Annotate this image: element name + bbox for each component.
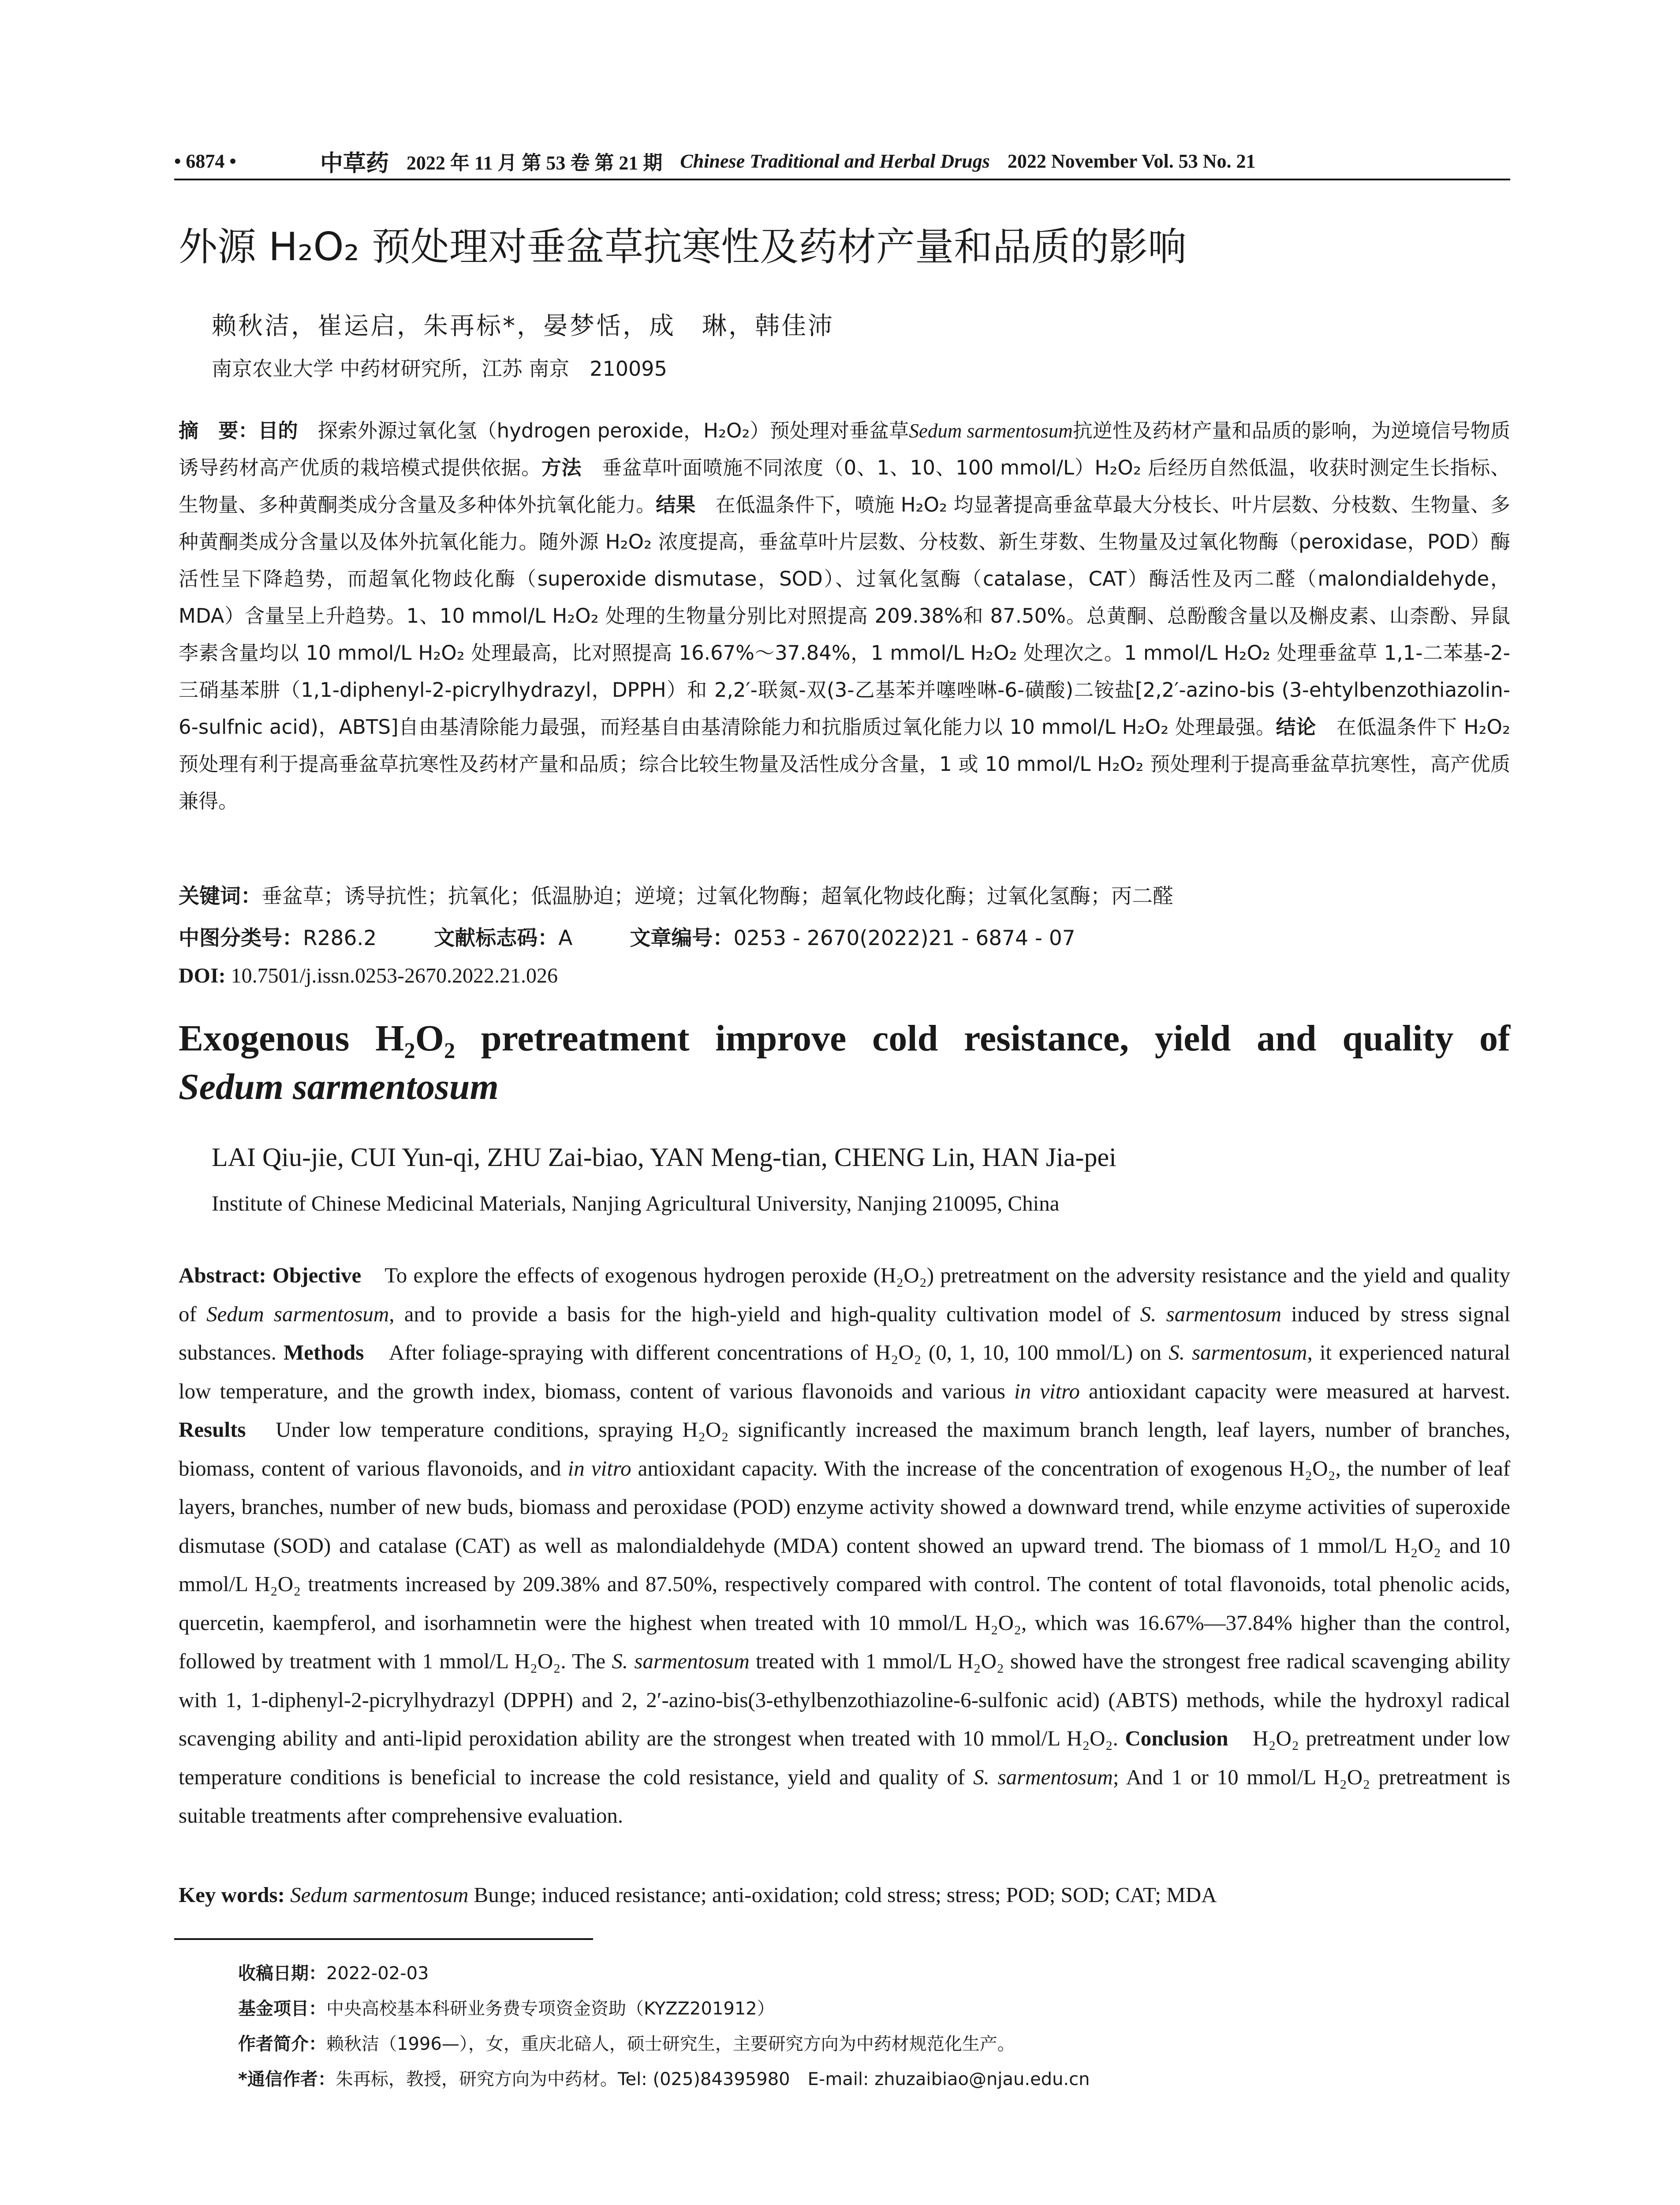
affiliation-cn: 南京农业大学 中药材研究所，江苏 南京 210095 (212, 357, 667, 381)
journal-issue-en: 2022 November Vol. 53 No. 21 (1007, 150, 1256, 172)
objective-cn-a: 探索外源过氧化氢（hydrogen peroxide，H₂O₂）预处理对垂盆草 (298, 419, 909, 442)
keywords-en-text: Bunge; induced resistance; anti-oxidation; cold stress; stress; POD; SOD; CAT; MDA (468, 1883, 1217, 1907)
footnote-author-bio (238, 2026, 1495, 2062)
clc-value: R286.2 (303, 926, 377, 950)
title-en (179, 1014, 1510, 1111)
journal-name-cn: 中草药 (320, 150, 389, 177)
authors-en: LAI Qiu-jie, CUI Yun-qi, ZHU Zai-biao, YAN Meng-tian, CHENG Lin, HAN Jia-pei (212, 1143, 1116, 1172)
methods-cn: 垂盆草叶面喷施不同浓度（0、1、10、100 mmol/L）H₂O₂ 后经历自然低温，收获时测定生长指标、生物量、多种黄酮类成分含量及多种体外抗氧化能力。 (179, 456, 1510, 516)
methods-en-a: After foliage-spraying with different concentrations of H₂O₂ (0, 1, 10, 100 mmol/L) on (364, 1340, 1169, 1364)
results-label-en: Results (179, 1417, 246, 1442)
journal-issue-cn: 2022 年 11 月 第 53 卷 第 21 期 (406, 152, 663, 174)
species-name: S. sarmentosum (1140, 1301, 1281, 1326)
objective-en-a: To explore the effects of exogenous hydrogen peroxide (H₂O₂) pretreatment on the adversity resistance and the yield and quality of (179, 1263, 1510, 1326)
results-en-c: treated with 1 mmol/L H₂O₂ showed have the strongest free radical scavenging ability with 1, 1-diphenyl-2-picrylhydrazyl (DPPH) and 2, 2′-azino-bis(3-ethylbenzothiazoline-6-sulfonic acid) (ABTS) methods, while the hydroxyl radical scavenging ability and anti-lipid peroxidation ability are the strongest when treated with 10 mmol/L H₂O₂. (179, 1649, 1510, 1750)
conclusion-cn: 在低温条件下 H₂O₂ 预处理有利于提高垂盆草抗寒性及药材产量和品质；综合比较生物量及活性成分含量，1 或 10 mmol/L H₂O₂ 预处理利于提高垂盆草抗寒性，高产优质兼得。 (179, 715, 1510, 813)
methods-label-en: Methods (283, 1340, 364, 1364)
keywords-cn (179, 880, 1173, 909)
methods-en-b: , it experienced natural low temperature, and the growth index, biomass, content of various flavonoids and various (179, 1340, 1510, 1403)
in-vitro-term: in vitro (567, 1456, 631, 1480)
results-cn: 在低温条件下，喷施 H₂O₂ 均显著提高垂盆草最大分枝长、叶片层数、分枝数、生物量、多种黄酮类成分含量以及体外抗氧化能力。随外源 H₂O₂ 浓度提高，垂盆草叶片层数、分枝数、新生芽数、生物量及过氧化物酶（peroxidase，POD）酶活性呈下降趋势，而超氧化物歧化酶（superoxide dismutase，SOD）、过氧化氢酶（catalase，CAT）酶活性及丙二醛（malondialdehyde，MDA）含量呈上升趋势。1、10 mmol/L H₂O₂ 处理的生物量分别比对照提高 209.38%和 87.50%。总黄酮、总酚酸含量以及槲皮素、山柰酚、异鼠李素含量均以 10 mmol/L H₂O₂ 处理最高，比对照提高 16.67%～37.84%，1 mmol/L H₂O₂ 处理次之。1 mmol/L H₂O₂ 处理垂盆草 1,1-二苯基-2-三硝基苯肼（1,1-diphenyl-2-picrylhydrazyl，DPPH）和 2,2′-联氮-双(3-乙基苯并噻唑啉-6-磺酸)二铵盐[2,2′-azino-bis (3-ehtylbenzothiazolin-6-sulfnic acid)，ABTS]自由基清除能力最强，而羟基自由基清除能力和抗脂质过氧化能力以 10 mmol/L H₂O₂ 处理最强。 (179, 493, 1510, 739)
in-vitro-term: in vitro (1014, 1379, 1080, 1403)
article-no-value: 0253 - 2670(2022)21 - 6874 - 07 (733, 926, 1075, 950)
journal-name-en: Chinese Traditional and Herbal Drugs (680, 150, 990, 172)
results-label-cn: 结果 (656, 493, 696, 516)
conclusion-label-cn: 结论 (1276, 715, 1316, 739)
clc-label: 中图分类号： (179, 926, 303, 950)
doi-label: DOI: (179, 964, 226, 987)
article-no-label: 文章编号： (630, 926, 734, 950)
objective-label-cn: 目的 (258, 419, 298, 442)
page-number: • 6874 • (174, 150, 236, 172)
footnote-text: 赖秋洁（1996—），女，重庆北碚人，硕士研究生，主要研究方向为中药材规范化生产。 (326, 2034, 1015, 2054)
doi (179, 964, 558, 988)
header-rule (174, 179, 1510, 180)
footnotes (238, 1956, 1495, 2097)
keywords-en (179, 1882, 1510, 1907)
footnote-correspondence (238, 2062, 1495, 2097)
footnote-rule (174, 1938, 593, 1940)
doc-code-value: A (558, 926, 573, 950)
footnote-text: 朱再标，教授，研究方向为中药材。Tel: (025)84395980 E-mail: zhuzaibiao@njau.edu.cn (335, 2069, 1090, 2089)
species-name-cn: Sedum sarmentosum (909, 420, 1073, 442)
conclusion-en-b: ; And 1 or 10 mmol/L H₂O₂ pretreatment is suitable treatments after comprehensive evaluation. (179, 1764, 1511, 1828)
abstract-cn (179, 412, 1510, 820)
abstract-en-label: Abstract: Objective (179, 1263, 362, 1287)
methods-en-c: antioxidant capacity were measured at harvest. (1079, 1379, 1511, 1403)
doc-code-label: 文献标志码： (434, 926, 559, 950)
running-header (174, 146, 1510, 176)
keywords-cn-text: 垂盆草；诱导抗性；抗氧化；低温胁迫；逆境；过氧化物酶；超氧化物歧化酶；过氧化氢酶；丙二醛 (261, 884, 1173, 908)
footnote-label: 基金项目： (238, 1999, 326, 2019)
results-en-b: antioxidant capacity. With the increase of the concentration of exogenous H₂O₂, the number of leaf layers, branches, number of new buds, biomass and peroxidase (POD) enzyme activity showed a downward trend, while enzyme activities of superoxide dismutase (SOD) and catalase (CAT) as well as malondialdehyde (MDA) content showed an upward trend. The biomass of 1 mmol/L H₂O₂ and 10 mmol/L H₂O₂ treatments increased by 209.38% and 87.50%, respectively compared with control. The content of total flavonoids, total phenolic acids, quercetin, kaempferol, and isorhamnetin were the highest when treated with 10 mmol/L H₂O₂, which was 16.67%—37.84% higher than the control, followed by treatment with 1 mmol/L H₂O₂. The (179, 1456, 1511, 1673)
objective-en-c: induced by stress signal substances. (179, 1301, 1510, 1364)
authors-cn: 赖秋洁，崔运启，朱再标*，晏梦恬，成 琳，韩佳沛 (212, 312, 834, 340)
objective-cn-b: 抗逆性及药材产量和品质的影响，为逆境信号物质诱导药材高产优质的栽培模式提供依据。 (179, 419, 1510, 479)
conclusion-en-a: H₂O₂ pretreatment under low temperature conditions is beneficial to increase the cold resistance, yield and quality of (179, 1726, 1510, 1789)
species-name: S. sarmentosum (612, 1649, 750, 1673)
keywords-cn-label: 关键词： (179, 884, 261, 908)
doi-value[interactable]: 10.7501/j.issn.0253-2670.2022.21.026 (231, 964, 558, 987)
footnote-label: 收稿日期： (238, 1963, 326, 1984)
abstract-cn-label: 摘 要： (179, 419, 258, 442)
conclusion-label-en: Conclusion (1125, 1726, 1228, 1750)
classification-row (179, 922, 1510, 951)
keywords-en-species: Sedum sarmentosum (290, 1883, 469, 1907)
title-cn: 外源 H₂O₂ 预处理对垂盆草抗寒性及药材产量和品质的影响 (179, 224, 1187, 269)
footnote-label: 作者简介： (238, 2034, 326, 2054)
species-name: S. sarmentosum (1169, 1340, 1307, 1364)
title-en-line1: Exogenous H₂O₂ pretreatment improve cold resistance, yield and quality of (179, 1018, 1510, 1059)
methods-label-cn: 方法 (541, 456, 582, 479)
abstract-en (179, 1256, 1510, 1835)
keywords-en-label: Key words: (179, 1883, 285, 1907)
footnote-text: 中央高校基本科研业务费专项资金资助（KYZZ201912） (326, 1999, 775, 2019)
results-en-a: Under low temperature conditions, spraying H₂O₂ significantly increased the maximum branch length, leaf layers, number of branches, biomass, content of various flavonoids, and (179, 1417, 1510, 1480)
footnote-funding (238, 1991, 1495, 2026)
affiliation-en: Institute of Chinese Medicinal Materials, Nanjing Agricultural University, Nanjing 210095, China (212, 1191, 1060, 1215)
title-en-line2: Sedum sarmentosum (179, 1066, 499, 1107)
objective-en-b: , and to provide a basis for the high-yield and high-quality cultivation model of (389, 1301, 1140, 1326)
species-name: S. sarmentosum (973, 1764, 1113, 1789)
species-name: Sedum sarmentosum (206, 1301, 389, 1326)
footnote-received (238, 1956, 1495, 1991)
footnote-text: 2022-02-03 (326, 1963, 429, 1984)
footnote-label: *通信作者： (238, 2069, 336, 2089)
